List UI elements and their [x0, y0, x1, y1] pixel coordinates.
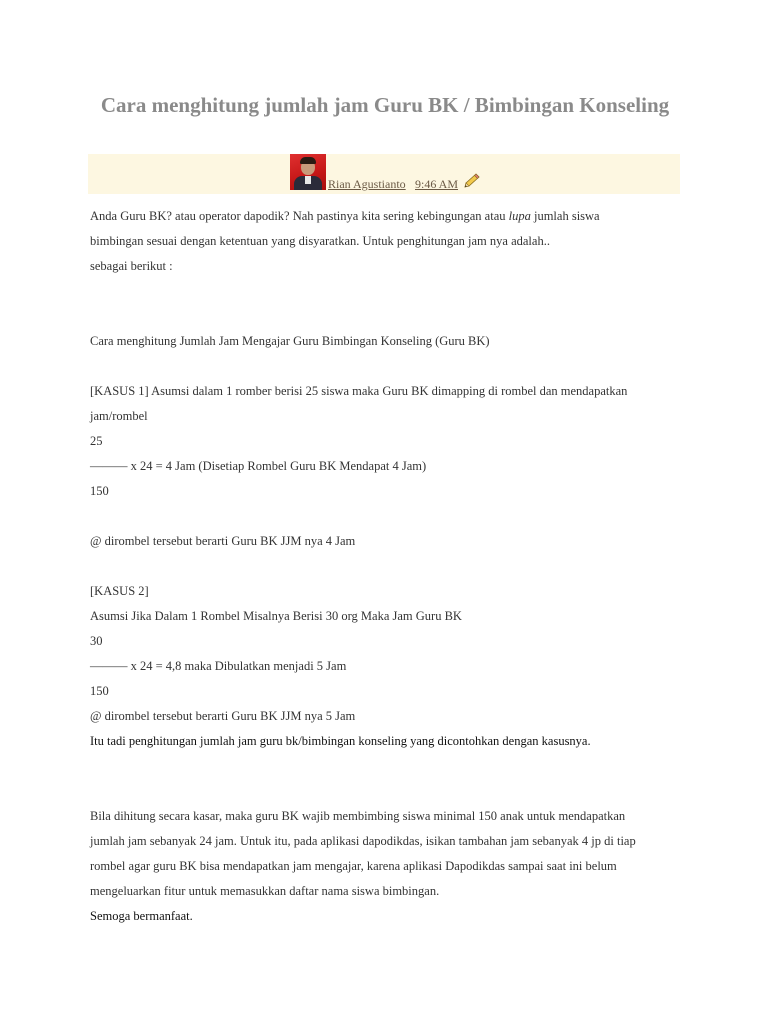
- case1-fraction: ——— x 24 = 4 Jam (Disetiap Rombel Guru BK Mendapat 4 Jam): [90, 459, 427, 473]
- case1-line: [KASUS 1] Asumsi dalam 1 romber berisi 25 siswa maka Guru BK dimapping di rombel dan mendapatkan: [90, 384, 628, 398]
- case1-numerator: 25: [90, 434, 103, 448]
- section-heading: Cara menghitung Jumlah Jam Mengajar Guru Bimbingan Konseling (Guru BK): [90, 334, 490, 348]
- author-avatar[interactable]: [290, 154, 326, 190]
- closing-line: mengeluarkan fitur untuk memasukkan daftar nama siswa bimbingan.: [90, 884, 440, 898]
- closing-line: Semoga bermanfaat.: [90, 909, 193, 923]
- closing-line: rombel agar guru BK bisa mendapatkan jam mengajar, karena aplikasi Dapodikdas sampai saat ini belum: [90, 859, 617, 873]
- summary-line: Itu tadi penghitungan jumlah jam guru bk/bimbingan konseling yang dicontohkan dengan kasusnya.: [90, 734, 591, 748]
- closing-line: Bila dihitung secara kasar, maka guru BK wajib membimbing siswa minimal 150 anak untuk mendapatkan: [90, 809, 626, 823]
- case2-denominator: 150: [90, 684, 109, 698]
- post-body: [90, 204, 680, 929]
- post-title: Cara menghitung jumlah jam Guru BK / Bimbingan Konseling: [100, 93, 670, 117]
- closing-line: jumlah jam sebanyak 24 jam. Untuk itu, pada aplikasi dapodikdas, isikan tambahan jam sebanyak 4 jp di tiap: [90, 834, 636, 848]
- case2-label: [KASUS 2]: [90, 584, 149, 598]
- case1-result: @ dirombel tersebut berarti Guru BK JJM nya 4 Jam: [90, 534, 356, 548]
- case2-line: Asumsi Jika Dalam 1 Rombel Misalnya Berisi 30 org Maka Jam Guru BK: [90, 609, 462, 623]
- pencil-icon[interactable]: [462, 173, 480, 189]
- intro-line: bimbingan sesuai dengan ketentuan yang disyaratkan. Untuk penghitungan jam nya adalah..: [90, 234, 550, 248]
- case1-denominator: 150: [90, 484, 109, 498]
- intro-line: Anda Guru BK? atau operator dapodik? Nah pastinya kita sering kebingungan atau lupa jumlah siswa: [90, 209, 600, 223]
- case2-fraction: ——— x 24 = 4,8 maka Dibulatkan menjadi 5 Jam: [90, 659, 347, 673]
- case2-result: @ dirombel tersebut berarti Guru BK JJM nya 5 Jam: [90, 709, 356, 723]
- emphasis-lupa: lupa: [508, 209, 531, 223]
- case1-line: jam/rombel: [90, 409, 148, 423]
- case2-numerator: 30: [90, 634, 103, 648]
- intro-line: sebagai berikut :: [90, 259, 173, 273]
- author-link[interactable]: Rian Agustianto: [328, 177, 406, 191]
- post-time-link[interactable]: 9:46 AM: [415, 177, 459, 191]
- post-byline: [88, 154, 680, 194]
